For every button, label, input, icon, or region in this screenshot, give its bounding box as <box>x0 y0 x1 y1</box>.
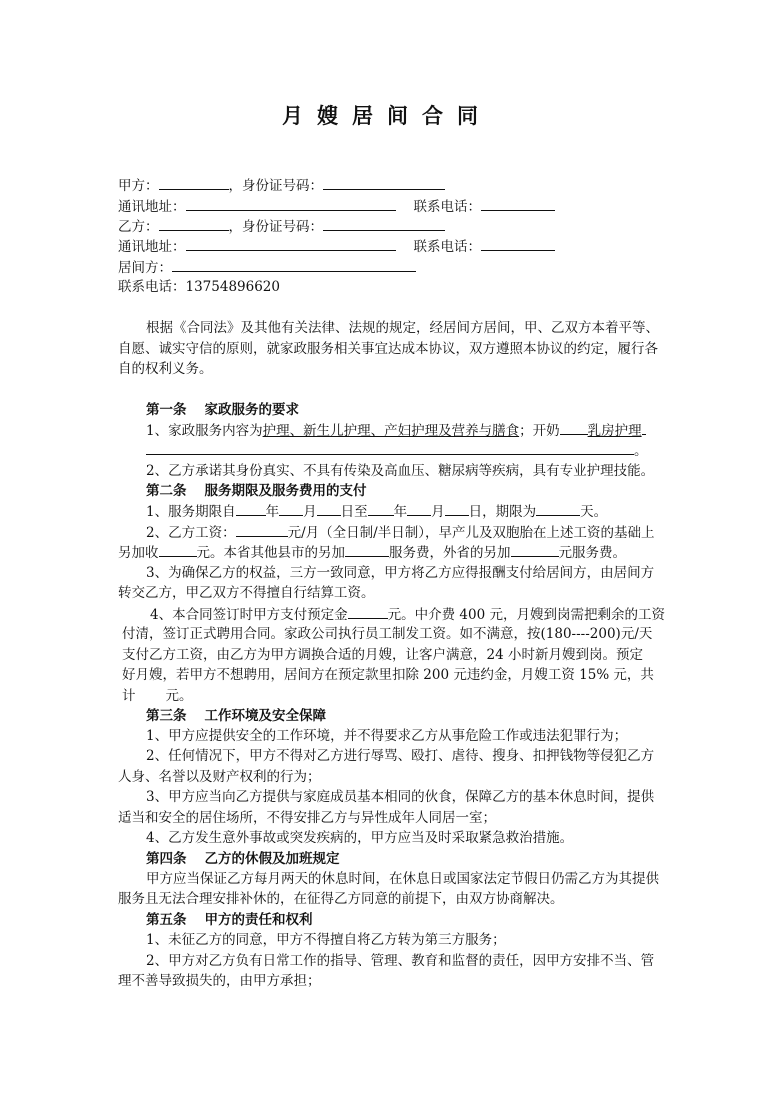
party-b-phone-blank <box>481 236 555 251</box>
article-title: 工作环境及安全保障 <box>204 708 326 724</box>
service-content: 护理、新生儿护理、产妇护理及营养与膳食 <box>262 423 520 439</box>
article-2-line-4c: 支付乙方工资，由乙方为甲方调换合适的月嫂，让客户满意，24 小时新月嫂到岗。预定 <box>122 647 643 663</box>
blank <box>407 501 431 516</box>
text: 元。本省其他县市的另加 <box>196 545 345 561</box>
party-a-id-label: ，身份证号码： <box>228 178 323 194</box>
intermediary-phone: 联系电话：13754896620 <box>118 279 280 295</box>
article-1-line-2: 2、乙方承诺其身份真实、不具有传染及高血压、糖尿病等疾病，具有专业护理技能。 <box>146 463 655 479</box>
intro-line: 自愿、诚实守信的原则，就家政服务相关事宜达成本协议，双方遵照本协议的约定，履行各 <box>118 341 658 357</box>
party-a-phone-label: 联系电话： <box>413 199 481 215</box>
text: 日，期限为 <box>468 504 537 520</box>
text: 年 <box>393 504 408 520</box>
article-number: 第五条 <box>146 912 187 928</box>
document-title: 月嫂居间合同 <box>282 103 492 128</box>
intermediary-row <box>118 257 658 278</box>
party-a-name-blank <box>159 175 229 190</box>
article-2-line-2 <box>146 522 686 543</box>
article-2-line-4 <box>150 604 690 625</box>
party-b-id-blank <box>323 216 445 231</box>
article-title: 乙方的休假及加班规定 <box>204 851 340 867</box>
intermediary-label: 居间方： <box>118 260 172 276</box>
text: 另加收 <box>118 545 159 561</box>
text: 计 <box>122 688 136 704</box>
text: ；开奶 <box>519 423 560 439</box>
article-number: 第三条 <box>146 708 187 724</box>
party-a-address-blank <box>186 196 396 211</box>
article-4-line-1: 甲方应当保证乙方每月两天的休息时间，在休息日或国家法定节假日仍需乙方为其提供 <box>146 871 659 887</box>
blank <box>236 522 288 537</box>
text: 日至 <box>340 504 368 520</box>
article-2-line-4b: 付清，签订正式聘用合同。家政公司执行员工制发工资。如不满意，按(180----200)元/天 <box>122 626 653 642</box>
article-2-line-4d: 好月嫂，若甲方不想聘用，居间方在预定款里扣除 200 元违约金，月嫂工资 15% 元，共 <box>122 667 654 683</box>
article-number: 第二条 <box>146 483 187 499</box>
article-title: 服务期限及服务费用的支付 <box>204 483 367 499</box>
blank <box>236 501 266 516</box>
blank <box>317 501 341 516</box>
blank <box>511 542 559 557</box>
text: 年 <box>265 504 280 520</box>
article-2-line-1 <box>146 501 686 522</box>
article-title: 家政服务的要求 <box>204 402 299 418</box>
party-b-id-label: ，身份证号码： <box>228 219 323 235</box>
party-b-address-label: 通讯地址： <box>118 239 186 255</box>
article-2-line-3: 3、为确保乙方的权益，三方一致同意，甲方将乙方应得报酬支付给居间方，由居间方 <box>146 565 655 581</box>
blank <box>642 420 646 435</box>
article-1-fill-line <box>146 440 686 461</box>
party-a-address-row <box>118 196 658 217</box>
party-b-phone-label: 联系电话： <box>413 239 481 255</box>
article-5-heading <box>146 910 686 930</box>
party-b-row <box>118 216 658 237</box>
article-1-line-1 <box>146 420 686 441</box>
article-5-line-1: 1、未征乙方的同意，甲方不得擅自将乙方转为第三方服务； <box>146 932 506 948</box>
article-2-line-4e <box>122 686 662 706</box>
blank <box>146 440 634 455</box>
text: 元服务费。 <box>558 545 626 561</box>
article-2-line-2b <box>118 542 658 563</box>
article-3-line-2b: 人身、名誉以及财产权利的行为； <box>118 769 321 785</box>
article-5-line-2b: 理不善导致损失的，由甲方承担； <box>118 973 321 989</box>
text: 元/月（全日制/半日制），早产儿及双胞胎在上述工资的基础上 <box>287 525 655 541</box>
blank <box>368 501 394 516</box>
party-a-phone-blank <box>481 196 555 211</box>
party-b-name-blank <box>159 216 229 231</box>
text: 4、本合同签订时甲方支付预定金 <box>150 607 348 623</box>
article-3-line-3b: 适当和安全的居住场所，不得安排乙方与异性成年人同居一室； <box>118 810 496 826</box>
party-a-id-blank <box>323 175 445 190</box>
text: 元。中介费 400 元，月嫂到岗需把剩余的工资 <box>387 607 665 623</box>
party-b-address-row <box>118 236 658 257</box>
intro-line: 根据《合同法》及其他有关法律、法规的规定，经居间方居间，甲、乙双方本着平等、 <box>146 320 659 336</box>
article-1-heading <box>146 400 686 420</box>
article-3-heading <box>146 706 686 726</box>
blank <box>159 542 197 557</box>
article-3-line-1: 1、甲方应提供安全的工作环境，并不得要求乙方从事危险工作或违法犯罪行为； <box>146 728 628 744</box>
blank <box>560 420 588 435</box>
intro-line: 自的权利义务。 <box>118 361 213 377</box>
blank <box>536 501 580 516</box>
party-a-row <box>118 175 658 196</box>
lactation-content: 乳房护理 <box>587 423 642 439</box>
text: 月 <box>303 504 317 520</box>
blank <box>279 501 303 516</box>
text: 1、服务期限自 <box>146 504 236 520</box>
blank <box>348 604 388 619</box>
text: 2、乙方工资： <box>146 525 236 541</box>
article-4-line-2: 服务且无法合理安排补休的，在征得乙方同意的前提下，由双方协商解决。 <box>118 891 564 907</box>
text: 1、家政服务内容为 <box>146 423 263 439</box>
article-title: 甲方的责任和权利 <box>204 912 313 928</box>
party-a-address-label: 通讯地址： <box>118 199 186 215</box>
article-2-line-3b: 转交乙方，甲乙双方不得擅自行结算工资。 <box>118 585 375 601</box>
text: 。 <box>634 443 648 459</box>
text: 月 <box>431 504 445 520</box>
intermediary-blank <box>172 257 416 272</box>
text: 服务费，外省的另加 <box>389 545 511 561</box>
blank <box>445 501 469 516</box>
blank <box>345 542 389 557</box>
article-3-line-2: 2、任何情况下，甲方不得对乙方进行辱骂、殴打、虐待、搜身、扣押钱物等侵犯乙方 <box>146 748 655 764</box>
article-number: 第一条 <box>146 402 187 418</box>
article-number: 第四条 <box>146 851 187 867</box>
party-b-label: 乙方： <box>118 219 159 235</box>
article-3-line-3: 3、甲方应当向乙方提供与家庭成员基本相同的伙食，保障乙方的基本休息时间，提供 <box>146 789 655 805</box>
text: 元。 <box>165 688 193 704</box>
article-5-line-2: 2、甲方对乙方负有日常工作的指导、管理、教育和监督的责任，因甲方安排不当、管 <box>146 953 655 969</box>
article-4-heading <box>146 849 686 869</box>
text: 天。 <box>580 504 608 520</box>
article-3-line-4: 4、乙方发生意外事故或突发疾病的，甲方应当及时采取紧急救治措施。 <box>146 830 574 846</box>
party-a-label: 甲方： <box>118 178 159 194</box>
article-2-heading <box>146 481 686 501</box>
party-b-address-blank <box>186 236 396 251</box>
